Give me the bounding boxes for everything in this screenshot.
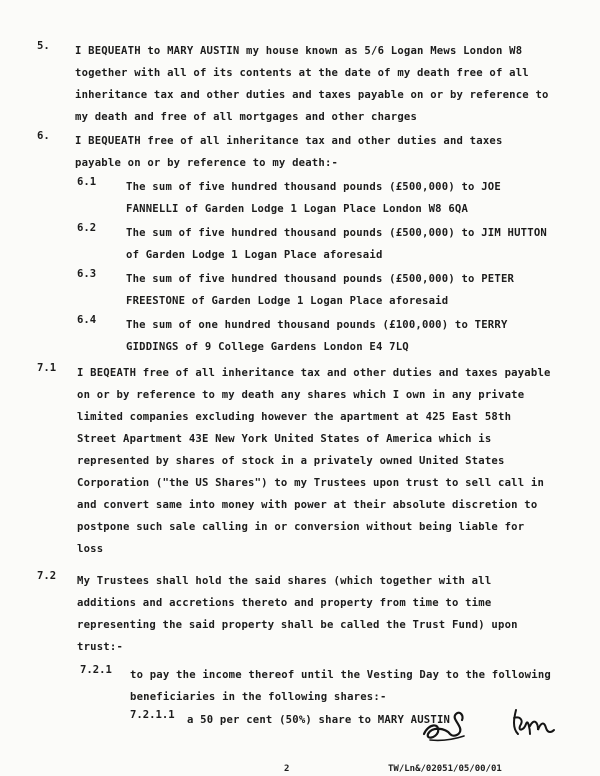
clause-number: 7.2.1.1	[130, 709, 175, 721]
clause-number: 7.1	[37, 362, 57, 374]
clause-line: together with all of its contents at the date of my death free of all	[75, 67, 529, 79]
clause-line: trust:-	[77, 641, 124, 653]
witness-initials-signature-icon	[508, 704, 556, 744]
clause-line: of Garden Lodge 1 Logan Place aforesaid	[126, 249, 383, 261]
clause-number: 6.1	[77, 176, 97, 188]
clause-line: My Trustees shall hold the said shares (which together with all	[77, 575, 492, 587]
clause-line: loss	[77, 543, 104, 555]
clause-line: to pay the income thereof until the Vesting Day to the following	[130, 669, 551, 681]
clause-number: 7.2	[37, 570, 57, 582]
clause-line: postpone such sale calling in or conversion without being liable for	[77, 521, 525, 533]
clause-line: FANNELLI of Garden Lodge 1 Logan Place London W8 6QA	[126, 203, 469, 215]
clause-line: additions and accretions thereto and property from time to time	[77, 597, 492, 609]
clause-number: 7.2.1	[80, 664, 112, 676]
clause-number: 6.	[37, 130, 50, 142]
clause-line: beneficiaries in the following shares:-	[130, 691, 387, 703]
clause-line: The sum of one hundred thousand pounds (£100,000) to TERRY	[126, 319, 508, 331]
clause-number: 5.	[37, 40, 50, 52]
clause-line: FREESTONE of Garden Lodge 1 Logan Place aforesaid	[126, 295, 449, 307]
clause-line: payable on or by reference to my death:-	[75, 157, 339, 169]
clause-line: inheritance tax and other duties and taxes payable on or by reference to	[75, 89, 549, 101]
clause-line: limited companies excluding however the apartment at 425 East 58th	[77, 411, 512, 423]
clause-line: The sum of five hundred thousand pounds (£500,000) to JOE	[126, 181, 501, 193]
clause-line: representing the said property shall be called the Trust Fund) upon	[77, 619, 518, 631]
document-reference: TW/Ln&/02051/05/00/01	[388, 764, 502, 774]
clause-line: my death and free of all mortgages and other charges	[75, 111, 418, 123]
clause-number: 6.3	[77, 268, 97, 280]
clause-line: I BEQUEATH free of all inheritance tax and other duties and taxes	[75, 135, 503, 147]
clause-line: on or by reference to my death any shares which I own in any private	[77, 389, 525, 401]
clause-line: represented by shares of stock in a privately owned United States	[77, 455, 505, 467]
clause-line: and convert same into money with power at their absolute discretion to	[77, 499, 538, 511]
clause-line: I BEQUEATH to MARY AUSTIN my house known as 5/6 Logan Mews London W8	[75, 45, 523, 57]
clause-line: Street Apartment 43E New York United States of America which is	[77, 433, 492, 445]
page-number: 2	[284, 764, 290, 774]
clause-line: a 50 per cent (50%) share to MARY AUSTIN	[187, 714, 451, 726]
clause-number: 6.4	[77, 314, 97, 326]
clause-line: The sum of five hundred thousand pounds (£500,000) to PETER	[126, 273, 515, 285]
clause-line: I BEQEATH free of all inheritance tax and other duties and taxes payable	[77, 367, 551, 379]
clause-line: Corporation ("the US Shares") to my Trustees upon trust to sell call in	[77, 477, 545, 489]
initials-signature-icon	[418, 704, 468, 744]
clause-number: 6.2	[77, 222, 97, 234]
clause-line: GIDDINGS of 9 College Gardens London E4 7LQ	[126, 341, 409, 353]
clause-line: The sum of five hundred thousand pounds (£500,000) to JIM HUTTON	[126, 227, 547, 239]
